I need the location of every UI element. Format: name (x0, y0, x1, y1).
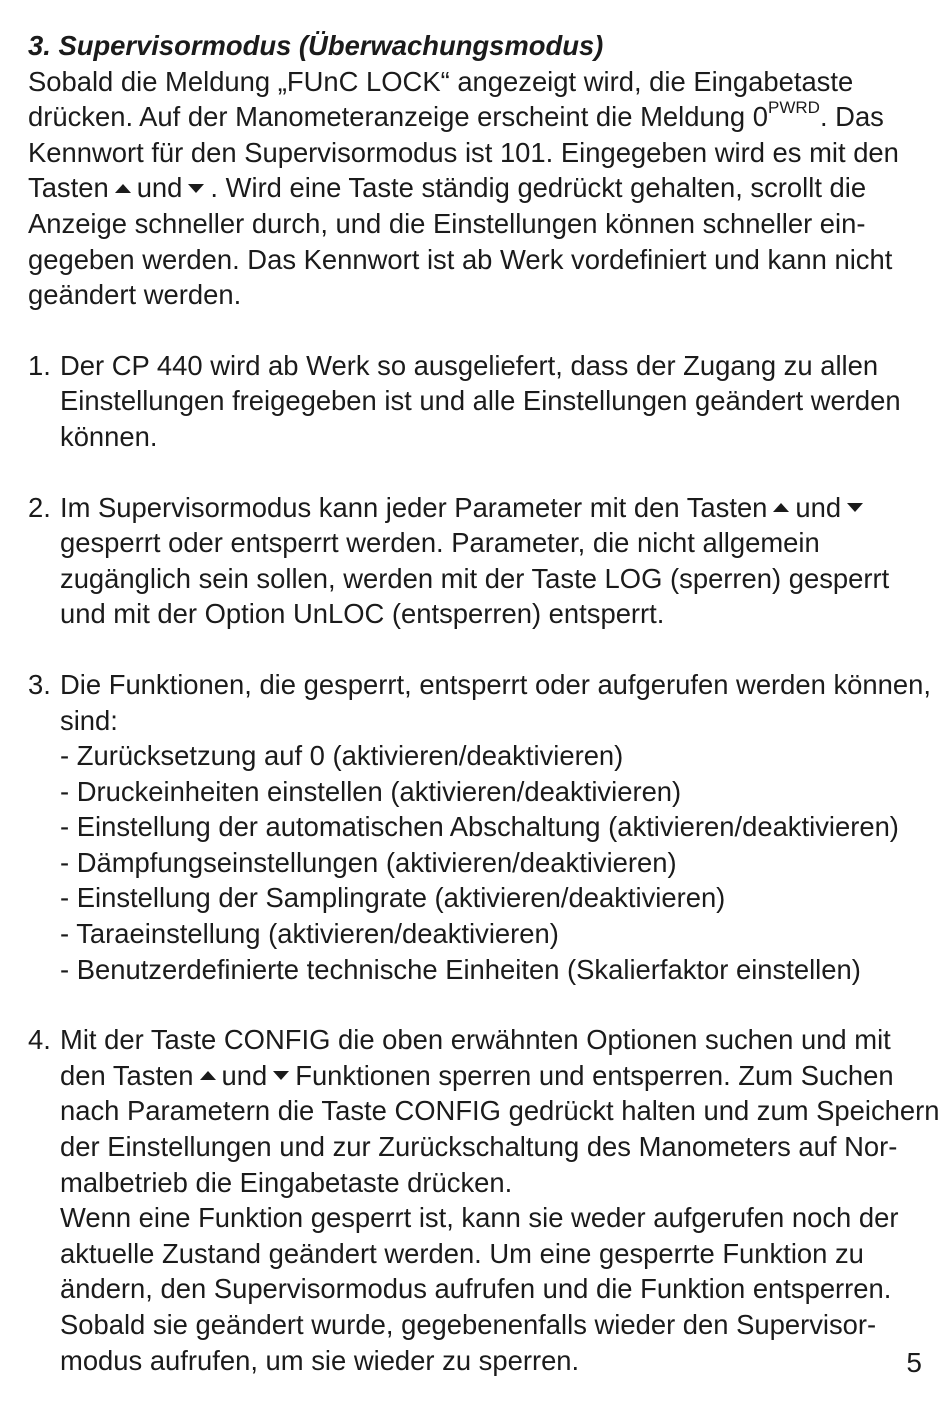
pwrd-superscript: PWRD (768, 98, 820, 118)
triangle-down-icon (273, 1071, 289, 1080)
triangle-down-icon (188, 184, 204, 193)
list-item-1: 1. Der CP 440 wird ab Werk so ausgeliefert, dass der Zugang zu allen Einstellungen freigegeben ist und alle Einstellungen geändert werden können. (28, 349, 901, 452)
bullet-item: - Druckeinheiten einstellen (aktivieren/deaktivieren) (60, 775, 682, 807)
triangle-up-icon (115, 184, 131, 193)
item-number: 3. (28, 668, 51, 700)
triangle-up-icon (200, 1071, 216, 1080)
bullet-item: - Benutzerdefinierte technische Einheiten (Skalierfaktor einstellen) (60, 953, 861, 985)
bullet-item: - Einstellung der automatischen Abschaltung (aktivieren/deaktivieren) (60, 811, 899, 843)
list-item-4: 4. Mit der Taste CONFIG die oben erwähnten Optionen suchen und mit den Tasten und Funktionen sperren und entsperren. Zum Suchen nach Parametern die Taste CONFIG gedrückt halten und zum Speichern der Einstellungen und zur Zurückschaltung des Manometers auf Nor- malbetrieb die Eingabetaste drücken. Wenn eine Funktion gesperrt ist, kann sie weder aufgerufen noch der aktuelle Zustand geändert werden. Um eine gesperrte Funktion zu ändern, den Supervisormodus aufrufen und die Funktion entsperren. Sobald sie geändert wurde, gegebenenfalls wieder den Supervisor- modus aufrufen, um sie wieder zu sperren. (28, 1024, 940, 1376)
section-heading: 3. Supervisormodus (Überwachungsmodus) (28, 30, 604, 61)
bullet-item: - Dämpfungseinstellungen (aktivieren/deaktivieren) (60, 846, 677, 878)
item-number: 1. (28, 349, 51, 381)
triangle-down-icon (847, 503, 863, 512)
intro-paragraph: Sobald die Meldung „FUnC LOCK“ angezeigt wird, die Eingabetaste drücken. Auf der Manometeranzeige erscheint die Meldung $0^{PWRD}$. Das Kennwort für den Supervisormodus ist 101. Eingegeben wird es mit den Tasten und . Wird eine Taste ständig gedrückt gehalten, scrollt die Anzeige schneller durch, und die Einstellungen können schneller ein- gegeben werden. Das Kennwort ist ab Werk vordefiniert und kann nicht geändert werden. (28, 65, 899, 311)
list-item-3: 3. Die Funktionen, die gesperrt, entsperrt oder aufgerufen werden können, sind: - Zurücksetzung auf 0 (aktivieren/deaktivieren) - Druckeinheiten einstellen (aktivieren/deaktivieren) - Einstellung der automatischen Abschaltung (aktivieren/deaktivieren) - Dämpfungseinstellungen (aktivieren/deaktivieren) - Einstellung der Samplingrate (aktivieren/deaktivieren) - Taraeinstellung (aktivieren/deaktivieren) - Benutzerdefinierte technische Einheiten (Skalierfaktor einstellen) (28, 667, 928, 987)
bullet-item: - Taraeinstellung (aktivieren/deaktivieren) (60, 918, 559, 950)
list-item-2: 2. Im Supervisormodus kann jeder Parameter mit den Tasten und gesperrt oder entsperrt werden. Parameter, die nicht allgemein zugänglich sein sollen, werden mit der Taste LOG (sperren) gesperrt und mit der Option UnLOC (entsperren) entsperrt. (28, 491, 890, 630)
item-number: 2. (28, 491, 51, 523)
triangle-up-icon (773, 503, 789, 512)
item-number: 4. (28, 1024, 51, 1056)
bullet-item: - Zurücksetzung auf 0 (aktivieren/deaktivieren) (60, 740, 624, 772)
page-number: 5 (906, 1347, 922, 1379)
bullet-item: - Einstellung der Samplingrate (aktivieren/deaktivieren) (60, 882, 726, 914)
page-content (28, 28, 940, 1378)
